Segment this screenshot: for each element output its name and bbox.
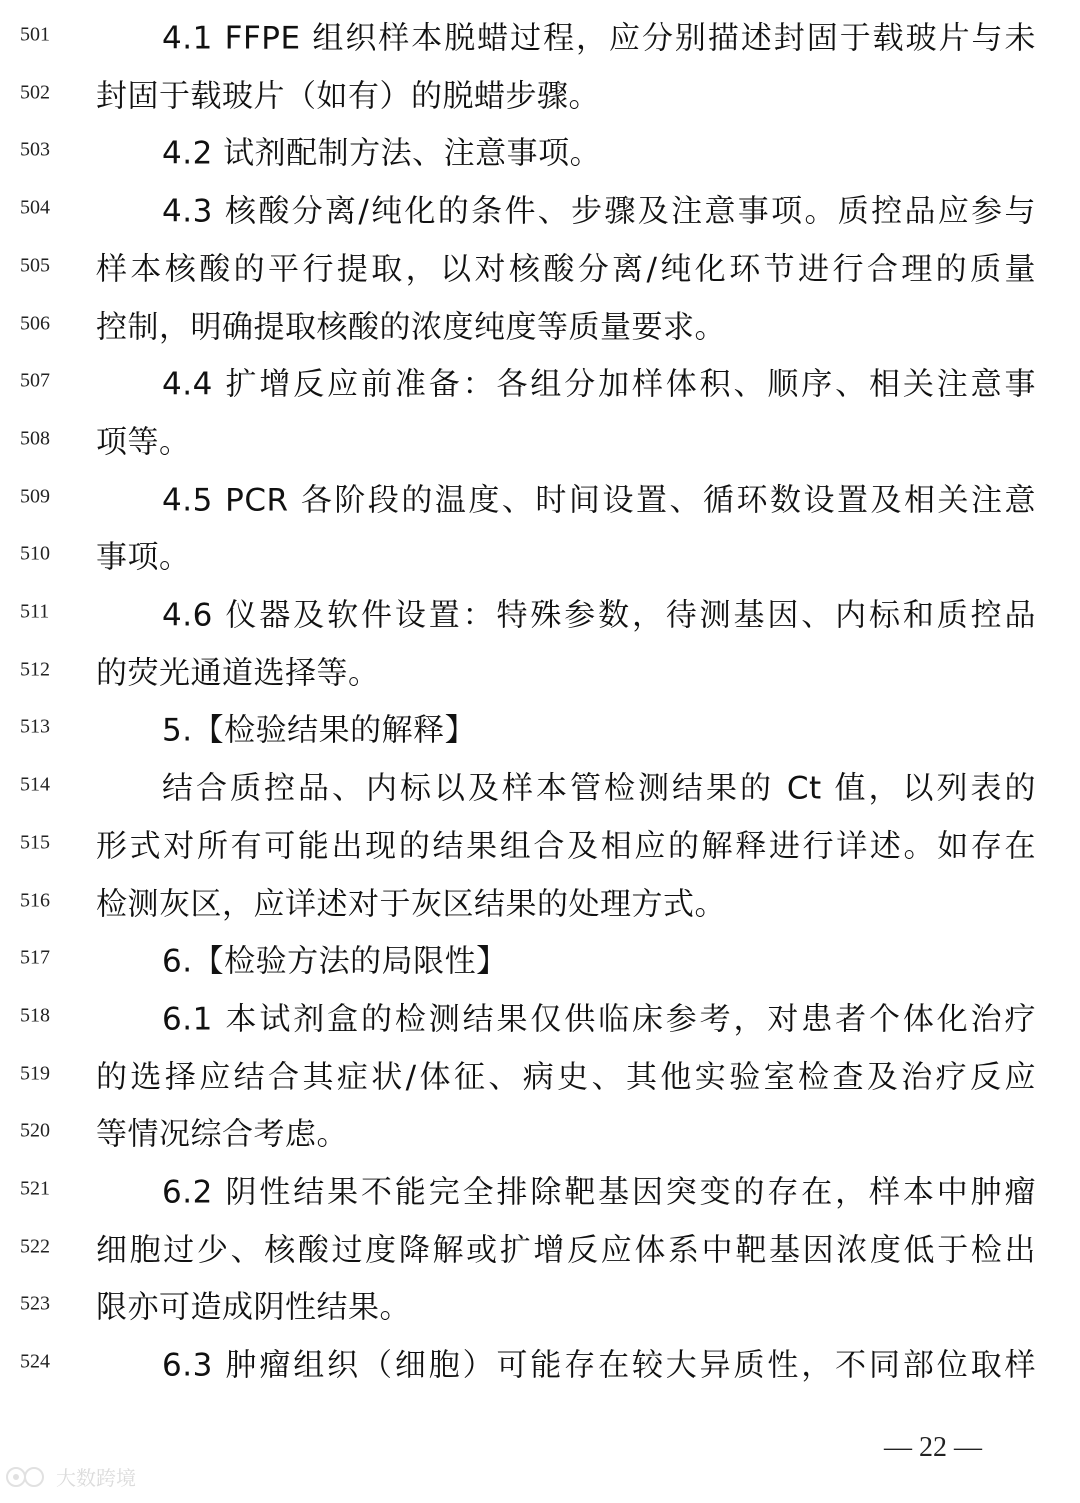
line-number: 523 <box>20 1292 50 1315</box>
line-text: 封固于载玻片（如有）的脱蜡步骤。 <box>96 78 600 115</box>
line-text: 样本核酸的平行提取，以对核酸分离/纯化环节进行合理的质量 <box>96 251 1036 288</box>
line-number: 506 <box>20 312 50 334</box>
line-number: 508 <box>20 427 50 450</box>
text-line <box>0 237 1080 295</box>
line-number: 505 <box>20 254 50 277</box>
page-number: — 22 — <box>884 1432 982 1463</box>
text-line <box>0 1045 1080 1103</box>
text-line <box>0 698 1080 756</box>
line-number: 513 <box>20 715 50 738</box>
line-text: 4.6 仪器及软件设置：特殊参数，待测基因、内标和质控品 <box>162 597 1036 634</box>
text-line <box>0 1275 1080 1333</box>
line-number: 501 <box>20 23 50 46</box>
text-line <box>0 1333 1080 1391</box>
line-number: 503 <box>20 138 50 161</box>
text-line <box>0 1160 1080 1218</box>
line-number: 512 <box>20 658 50 681</box>
line-number: 521 <box>20 1177 50 1200</box>
line-number: 515 <box>20 831 50 854</box>
text-line <box>0 1102 1080 1160</box>
line-text: 检测灰区，应详述对于灰区结果的处理方式。 <box>96 886 726 922</box>
line-text: 控制，明确提取核酸的浓度纯度等质量要求。 <box>96 309 726 345</box>
watermark <box>4 1462 136 1491</box>
line-number: 509 <box>20 485 50 508</box>
line-text: 6.【检验方法的局限性】 <box>162 943 508 980</box>
line-number: 507 <box>20 369 50 392</box>
line-text: 4.3 核酸分离/纯化的条件、步骤及注意事项。质控品应参与 <box>162 193 1036 230</box>
watermark-logo-icon <box>4 1464 50 1490</box>
line-number: 502 <box>20 81 50 104</box>
text-line <box>0 525 1080 583</box>
line-text: 4.1 FFPE 组织样本脱蜡过程，应分别描述封固于载玻片与未 <box>162 20 1036 57</box>
line-number: 520 <box>20 1119 50 1142</box>
line-text: 限亦可造成阴性结果。 <box>96 1289 411 1326</box>
line-text: 5.【检验结果的解释】 <box>162 712 477 749</box>
line-number: 517 <box>20 946 50 969</box>
text-line <box>0 641 1080 699</box>
line-text: 细胞过少、核酸过度降解或扩增反应体系中靶基因浓度低于检出 <box>96 1232 1036 1269</box>
line-number: 514 <box>20 773 50 796</box>
text-line <box>0 756 1080 814</box>
text-line <box>0 6 1080 64</box>
text-line <box>0 872 1080 930</box>
line-number: 516 <box>20 889 50 911</box>
text-line <box>0 987 1080 1045</box>
text-line <box>0 468 1080 526</box>
line-number: 504 <box>20 196 50 219</box>
line-text: 的选择应结合其症状/体征、病史、其他实验室检查及治疗反应 <box>96 1059 1036 1096</box>
text-line <box>0 814 1080 872</box>
line-text: 6.2 阴性结果不能完全排除靶基因突变的存在，样本中肿瘤 <box>162 1174 1036 1211</box>
line-text: 4.4 扩增反应前准备：各组分加样体积、顺序、相关注意事 <box>162 366 1036 403</box>
line-text: 项等。 <box>96 424 191 461</box>
text-line <box>0 583 1080 641</box>
line-number: 519 <box>20 1062 50 1085</box>
text-line <box>0 352 1080 410</box>
line-text: 形式对所有可能出现的结果组合及相应的解释进行详述。如存在 <box>96 828 1036 865</box>
text-line <box>0 179 1080 237</box>
text-line <box>0 410 1080 468</box>
text-line <box>0 929 1080 987</box>
line-number: 524 <box>20 1350 50 1373</box>
line-text: 的荧光通道选择等。 <box>96 655 380 692</box>
line-number: 518 <box>20 1004 50 1027</box>
line-text: 6.3 肿瘤组织（细胞）可能存在较大异质性，不同部位取样 <box>162 1347 1036 1384</box>
line-text: 结合质控品、内标以及样本管检测结果的 Ct 值，以列表的 <box>162 770 1036 807</box>
line-text: 等情况综合考虑。 <box>96 1116 348 1153</box>
line-text: 4.5 PCR 各阶段的温度、时间设置、循环数设置及相关注意 <box>162 482 1036 519</box>
text-line <box>0 121 1080 179</box>
line-text: 4.2 试剂配制方法、注意事项。 <box>162 135 602 172</box>
line-number: 511 <box>20 600 50 623</box>
text-line <box>0 1218 1080 1276</box>
line-text: 事项。 <box>96 539 191 576</box>
line-number: 510 <box>20 542 50 565</box>
text-line <box>0 295 1080 353</box>
line-text: 6.1 本试剂盒的检测结果仅供临床参考，对患者个体化治疗 <box>162 1001 1036 1038</box>
text-line <box>0 64 1080 122</box>
watermark-text: 大数跨境 <box>56 1466 136 1490</box>
line-number: 522 <box>20 1235 50 1258</box>
